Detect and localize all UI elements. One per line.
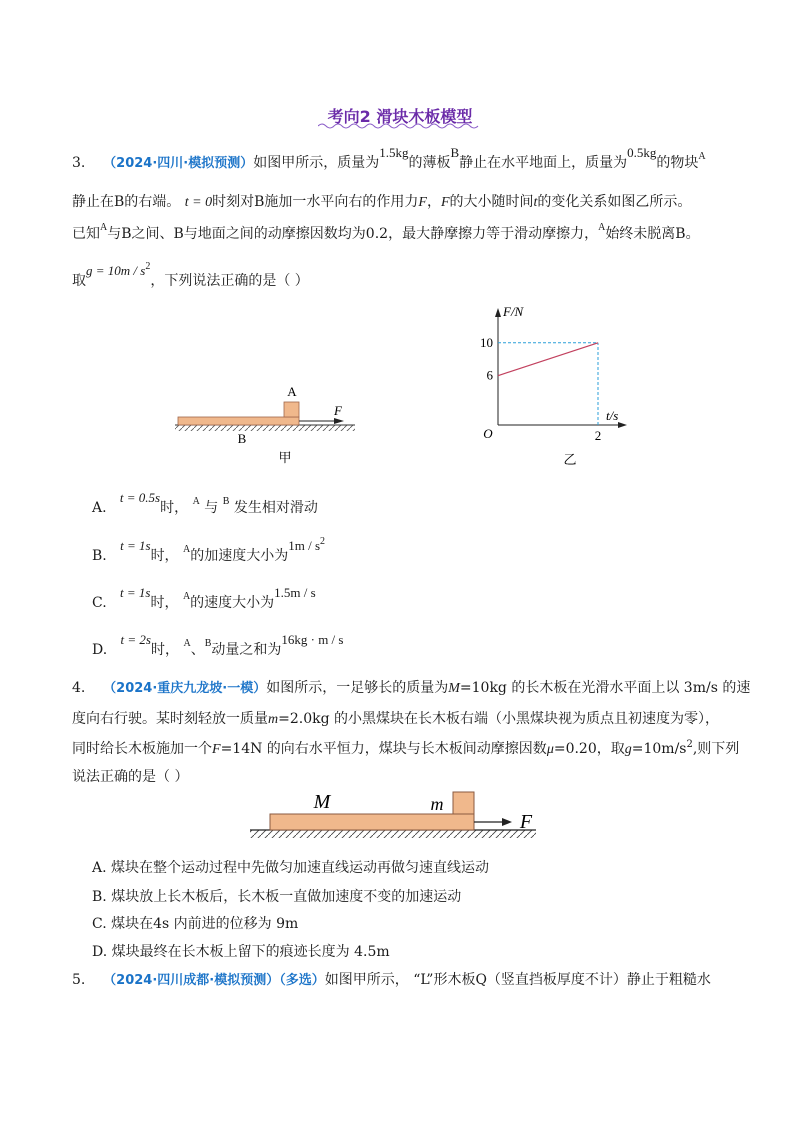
force-arrow xyxy=(502,818,512,826)
label-f: F xyxy=(334,403,342,418)
origin-label: O xyxy=(483,426,493,441)
q4-option-b[interactable]: B. 煤块放上长木板后，长木板一直做加速度不变的加速运动 xyxy=(92,889,462,905)
label-f: F xyxy=(519,811,533,833)
x-axis-arrow xyxy=(618,422,627,428)
y-axis-label: F/N xyxy=(503,304,524,319)
long-board xyxy=(270,814,474,830)
y-tick-6: 6 xyxy=(486,367,493,383)
q4-option-d[interactable]: D. 煤块最终在长木板上留下的痕迹长度为 4.5m xyxy=(92,944,390,960)
q4-line1: 4. （2024·重庆九龙坡·一模）如图所示，一足够长的质量为M=10kg 的长木板在光滑水平面上以 3m/s 的速 xyxy=(72,680,751,696)
q3-line2: 静止在B的右端。 t = 0时刻对B施加一水平向右的作用力F，F的大小随时间t的变化关系如图乙所示。 xyxy=(72,194,692,210)
y-tick-10: 10 xyxy=(480,334,493,350)
q3-source-tag: （2024·四川·模拟预测） xyxy=(103,156,254,171)
q3-option-c[interactable]: C. t = 1s时， $^A$的速度大小为1.5m / s xyxy=(92,585,316,611)
caption-jia: 甲 xyxy=(278,450,292,465)
ground-hatch xyxy=(250,830,536,838)
figure-jia xyxy=(170,380,360,465)
q5-line1: 5. （2024·四川成都·模拟预测）（多选）如图甲所示， “L”形木板Q（竖直挡板厚度不计）静止于粗糙水 xyxy=(72,972,711,988)
x-tick-2: 2 xyxy=(594,428,602,443)
x-axis-label: t/s xyxy=(606,408,619,423)
force-arrow xyxy=(334,418,344,424)
board-b xyxy=(178,417,299,425)
q3-option-d[interactable]: D. t = 2s时， $^A$、$^B$动量之和为16kg · m / s xyxy=(92,632,344,658)
label-a: A xyxy=(287,384,297,399)
coal-block xyxy=(453,792,474,814)
q5-multi-tag: （多选） xyxy=(279,973,325,988)
q4-line3: 同时给长木板施加一个F=14N 的向右水平恒力，煤块与长木板间动摩擦因数μ=0.20，取$g=10m/s^2$,则下列 xyxy=(72,739,740,757)
q4-option-a[interactable]: A. 煤块在整个运动过程中先做匀加速直线运动再做匀速直线运动 xyxy=(92,860,490,876)
caption-yi: 乙 xyxy=(563,452,577,467)
y-axis-arrow xyxy=(495,308,501,317)
q4-line4: 说法正确的是（ ） xyxy=(72,769,189,785)
block-a xyxy=(284,402,299,417)
q4-source-tag: （2024·重庆九龙坡·一模） xyxy=(103,681,267,696)
q3-line3: 已知$^A$与B之间、B与地面之间的动摩擦因数均为0.2，最大静摩擦力等于滑动摩擦力，$^A$始终未脱离B。 xyxy=(72,222,700,242)
label-b: B xyxy=(237,431,247,446)
q3-option-b[interactable]: B. t = 1s时， $^A$的加速度大小为$1m / s^2$ xyxy=(92,536,326,564)
figure-yi-chart xyxy=(470,300,640,470)
section-title: 考向2 滑块木板模型 xyxy=(327,107,473,126)
ground-hatch xyxy=(175,425,355,431)
q3-line4: 取$g = 10m / s^2$，下列说法正确的是（ ） xyxy=(72,261,309,289)
q3-line1: 3. （2024·四川·模拟预测）如图甲所示，质量为1.5kg的薄板B静止在水平地面上，质量为0.5kg的物块$^A$ xyxy=(72,145,706,171)
q3-option-a[interactable]: A. t = 0.5s时， $^A$ 与 $^B$ 发生相对滑动 xyxy=(92,490,318,516)
q4-option-c[interactable]: C. 煤块在4s 内前进的位移为 9m xyxy=(92,916,299,932)
wavy-underline xyxy=(318,122,482,130)
q4-line2: 度向右行驶。某时刻轻放一质量m=2.0kg 的小黑煤块在长木板右端（小黑煤块视为质点且初速度为零）， xyxy=(72,711,720,727)
label-m-small: m xyxy=(430,794,444,814)
series-line-F xyxy=(498,343,598,376)
figure-q4 xyxy=(240,786,540,842)
label-m-big: M xyxy=(313,791,331,813)
q5-source-tag: （2024·四川成都·模拟预测） xyxy=(103,973,280,988)
